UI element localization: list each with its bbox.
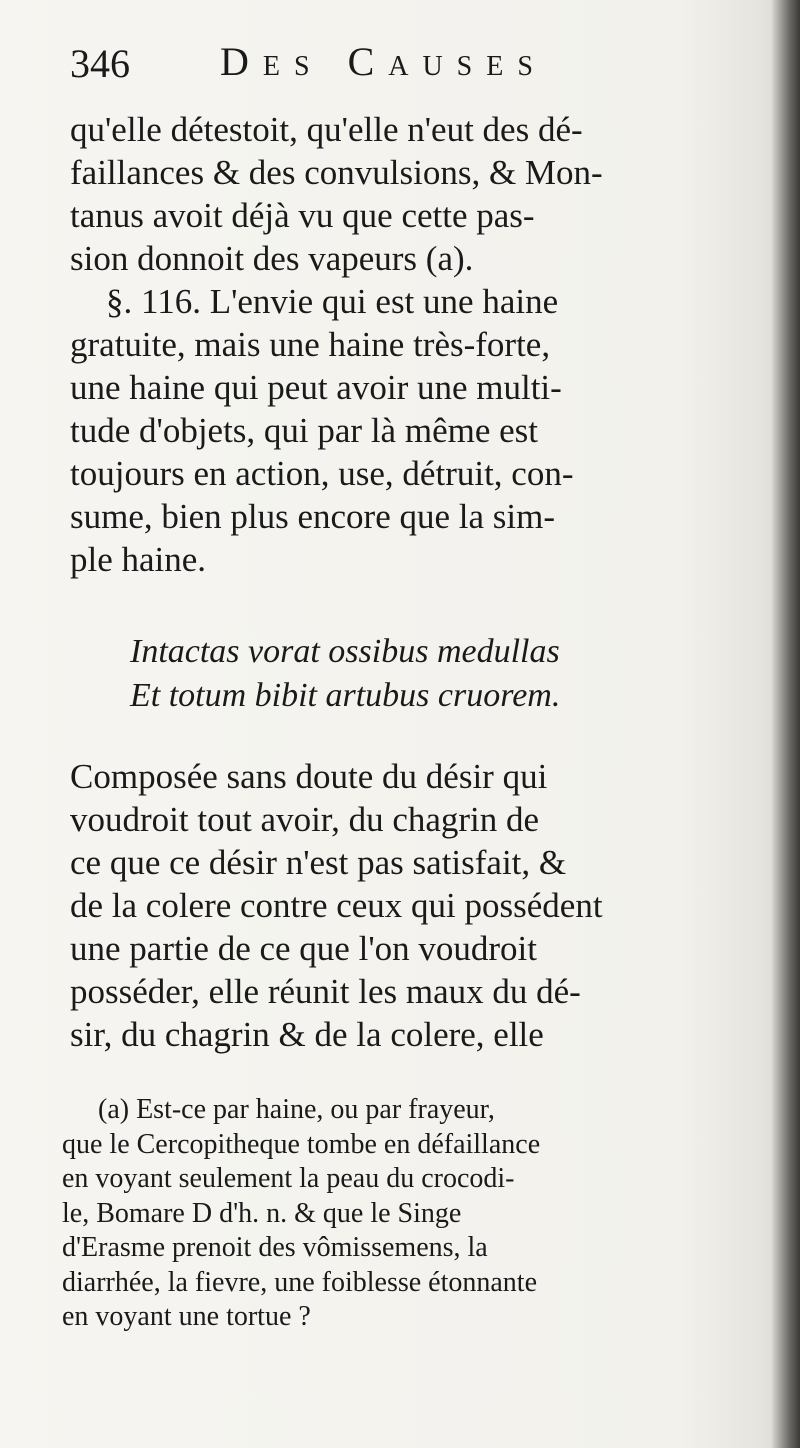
footnote-line: que le Cercopitheque tombe en défaillance xyxy=(62,1128,541,1160)
text-line: sume, bien plus encore que la sim- xyxy=(70,497,556,536)
text-line: toujours en action, use, détruit, con- xyxy=(70,454,574,493)
page-binding-shadow xyxy=(772,0,800,1448)
footnote-line: le, Bomare D d'h. n. & que le Singe xyxy=(62,1197,462,1229)
text-line: tude d'objets, qui par là même est xyxy=(70,411,538,450)
page-header xyxy=(70,38,710,88)
page-number: 346 xyxy=(70,41,130,86)
text-line: Composée sans doute du désir qui xyxy=(70,757,548,796)
footnote-line: en voyant seulement la peau du crocodi- xyxy=(62,1163,515,1194)
text-line: voudroit tout avoir, du chagrin de xyxy=(70,800,540,839)
section-116-start: §. 116. L'envie qui est une haine xyxy=(106,282,559,321)
text-line: tanus avoit déjà vu que cette pas- xyxy=(70,196,535,235)
footnote-line: diarrhée, la fievre, une foiblesse étonnante xyxy=(62,1266,538,1298)
footnote xyxy=(62,1093,698,1335)
footnote-line: en voyant une tortue ? xyxy=(62,1301,311,1332)
text-line: faillances & des convulsions, & Mon- xyxy=(70,153,603,192)
footnote-line: (a) Est-ce par haine, ou par frayeur, xyxy=(98,1094,495,1125)
main-text xyxy=(70,108,698,581)
text-line: qu'elle détestoit, qu'elle n'eut des dé- xyxy=(70,110,583,149)
footnote-line: d'Erasme prenoit des vômissemens, la xyxy=(62,1232,488,1263)
text-line: gratuite, mais une haine très-forte, xyxy=(70,325,551,364)
verse-line: Intactas vorat ossibus medullas xyxy=(130,633,560,670)
text-line: sion donnoit des vapeurs (a). xyxy=(70,239,474,278)
running-head: Des Causes xyxy=(220,39,547,84)
verse-line: Et totum bibit artubus cruorem. xyxy=(130,677,561,714)
text-line: de la colere contre ceux qui possédent xyxy=(70,886,603,925)
text-line: sir, du chagrin & de la colere, elle xyxy=(70,1015,544,1054)
text-line: une partie de ce que l'on voudroit xyxy=(70,929,537,968)
text-line: posséder, elle réunit les maux du dé- xyxy=(70,972,581,1011)
latin-verse xyxy=(130,630,690,718)
text-line: une haine qui peut avoir une multi- xyxy=(70,368,562,407)
text-line: ple haine. xyxy=(70,540,207,579)
main-text-continued xyxy=(70,755,698,1056)
text-line: ce que ce désir n'est pas satisfait, & xyxy=(70,843,567,882)
